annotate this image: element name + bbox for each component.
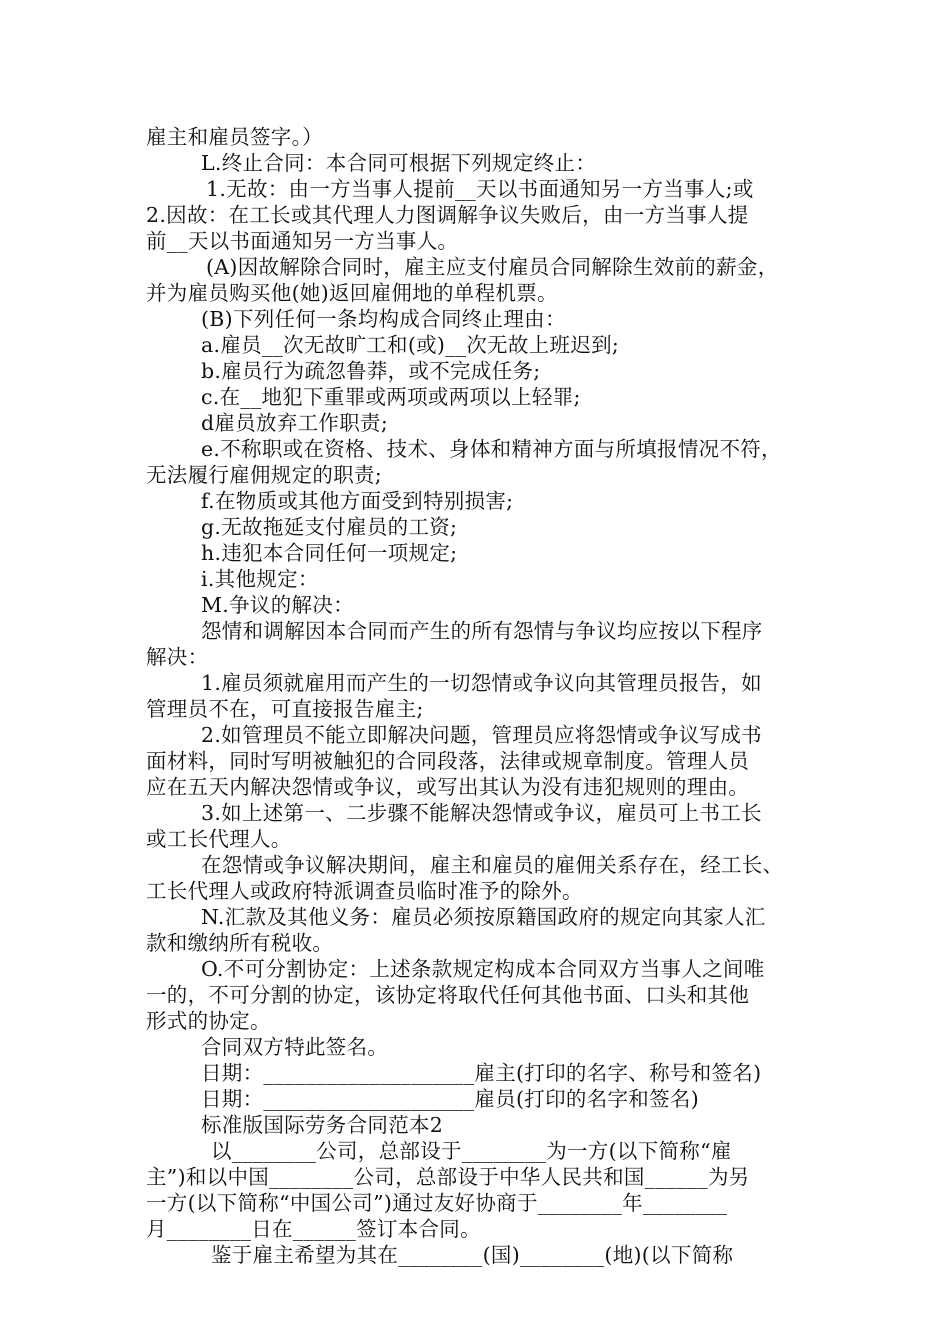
section-heading-remittance: N.汇款及其他义务：雇员必须按原籍国政府的规定向其家人汇: [201, 905, 766, 929]
clause-line: 1.无故：由一方当事人提前__天以书面通知另一方当事人;或: [206, 177, 754, 201]
text-line: 面材料，同时写明被触犯的合同段落，法律或规章制度。管理人员: [146, 749, 750, 773]
step-line: 3.如上述第一、二步骤不能解决怨情或争议，雇员可上书工长: [201, 801, 762, 825]
paragraph-line: 鉴于雇主希望为其在________(国)________(地)(以下简称: [211, 1243, 734, 1267]
text-line: 月________日在______签订本合同。: [146, 1217, 481, 1241]
paragraph-line: 在怨情或争议解决期间，雇主和雇员的雇佣关系存在，经工长、: [201, 853, 784, 877]
signature-line-employer: 日期：____________________雇主(打印的名字、称号和签名): [201, 1061, 762, 1085]
text-line: 前__天以书面通知另一方当事人。: [146, 229, 459, 253]
clause-line: (A)因故解除合同时，雇主应支付雇员合同解除生效前的薪金，: [206, 255, 779, 279]
text-line: 主”)和以中国________公司，总部设于中华人民共和国______为另: [146, 1165, 750, 1189]
text-line: 工长代理人或政府特派调查员临时准予的除外。: [146, 879, 583, 903]
paragraph-line: 以________公司，总部设于________为一方(以下简称“雇: [211, 1139, 732, 1163]
signature-line-employee: 日期：____________________雇员(打印的名字和签名): [201, 1087, 699, 1111]
clause-line: (B)下列任何一条均构成合同终止理由：: [201, 307, 566, 331]
list-item: d雇员放弃工作职责;: [201, 411, 389, 435]
section-heading-agreement: O.不可分割协定：上述条款规定构成本合同双方当事人之间唯: [201, 957, 765, 981]
paragraph-line: 怨情和调解因本合同而产生的所有怨情与争议均应按以下程序: [201, 619, 763, 643]
list-item: b.雇员行为疏忽鲁莽，或不完成任务;: [201, 359, 541, 383]
text-line: 应在五天内解决怨情或争议，或写出其认为没有违犯规则的理由。: [146, 775, 750, 799]
text-line: 雇主和雇员签字。）: [146, 125, 323, 149]
signing-statement: 合同双方特此签名。: [201, 1035, 389, 1059]
list-item: e.不称职或在资格、技术、身体和精神方面与所填报情况不符，: [201, 437, 782, 461]
clause-line: 2.因故：在工长或其代理人力图调解争议失败后，由一方当事人提: [146, 203, 749, 227]
text-line: 无法履行雇佣规定的职责;: [146, 463, 383, 487]
text-line: 一的，不可分割的协定，该协定将取代任何其他书面、口头和其他: [146, 983, 750, 1007]
list-item: g.无故拖延支付雇员的工资;: [201, 515, 458, 539]
text-line: 解决：: [146, 645, 209, 669]
step-line: 1.雇员须就雇用而产生的一切怨情或争议向其管理员报告，如: [201, 671, 762, 695]
step-line: 2.如管理员不能立即解决问题，管理员应将怨情或争议写成书: [201, 723, 762, 747]
list-item: i.其他规定：: [201, 567, 319, 591]
list-item: f.在物质或其他方面受到特别损害;: [201, 489, 514, 513]
text-line: 款和缴纳所有税收。: [146, 931, 334, 955]
text-line: 并为雇员购买他(她)返回雇佣地的单程机票。: [146, 281, 558, 305]
list-item: h.违犯本合同任何一项规定;: [201, 541, 458, 565]
text-line: 形式的协定。: [146, 1009, 271, 1033]
text-line: 管理员不在，可直接报告雇主;: [146, 697, 424, 721]
section-heading-termination: L.终止合同：本合同可根据下列规定终止：: [201, 151, 597, 175]
section-heading-disputes: M.争议的解决：: [201, 593, 354, 617]
text-line: 或工长代理人。: [146, 827, 292, 851]
text-line: 一方(以下简称“中国公司”)通过友好协商于________年________: [146, 1191, 728, 1215]
section-title: 标准版国际劳务合同范本2: [201, 1113, 444, 1137]
list-item: c.在__地犯下重罪或两项或两项以上轻罪;: [201, 385, 581, 409]
list-item: a.雇员__次无故旷工和(或)__次无故上班迟到;: [201, 333, 620, 357]
